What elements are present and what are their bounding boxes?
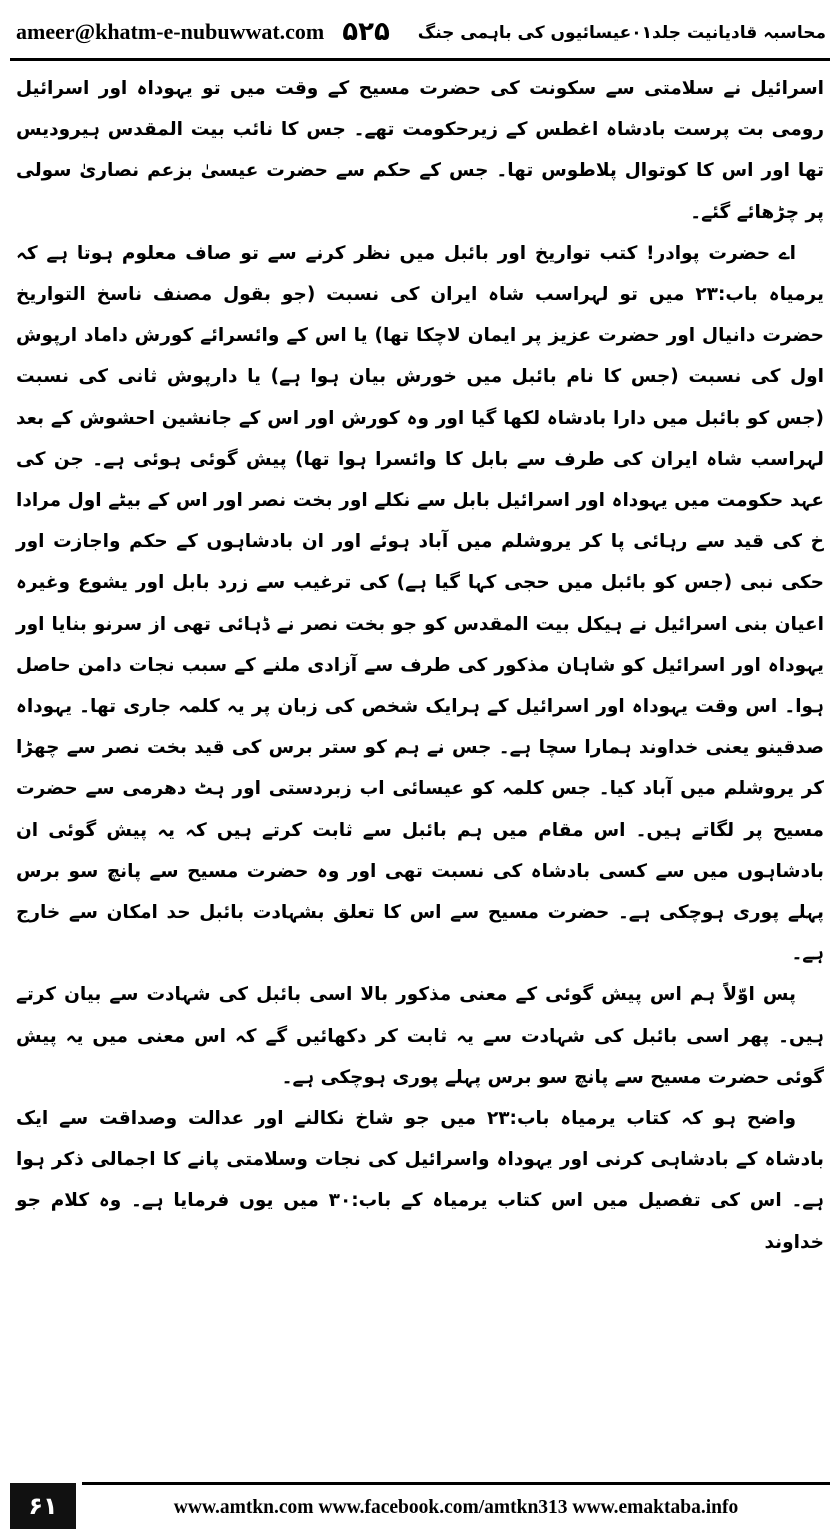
- paragraph: اے حضرت پوادر! کتب تواریخ اور بائبل میں نظر کرنے سے تو صاف معلوم ہوتا ہے کہ یرمیاہ باب:۲۳ میں تو لہراسب شاہ ایران کی نسبت (جو بقول مصنف ناسخ التواریخ حضرت دانیال اور حضرت عزیز پر ایمان لاچکا تھا) یا اس کے وائسرائے کورش داماد ارپوش اول کی نسبت (جس کا نام بائبل میں خورش بیان ہوا ہے) یا دارپوش ثانی کی نسبت (جس کو بائبل میں دارا بادشاہ لکھا گیا اور وہ کورش اور اس کے جانشین احشوش کے بعد لہراسب شاہ ایران کی طرف سے بابل کا وائسرا ہوا تھا) پیش گوئی ہوئی ہے۔ جن کی عہد حکومت میں یہوداہ اور اسرائیل بابل سے نکلے اور بخت نصر اور اس کے بیٹے اول مرادا خ کی قید سے رہائی پا کر یروشلم میں آباد ہوئے اور ان بادشاہوں کے حکم واجازت اور حکی نبی (جس کو بائبل میں حجی کہا گیا ہے) کی ترغیب سے زرد بابل اور یشوع وغیرہ اعیان بنی اسرائیل نے ہیکل بیت المقدس کو جو بخت نصر نے ڈہائی تھی از سرنو بنایا اور یہوداہ اور اسرائیل کو شاہان مذکور کی طرف سے آزادی ملنے کے سبب نجات دامن حاصل ہوا۔ اس وقت یہوداہ اور اسرائیل کے ہرایک شخص کی زبان پر یہ کلمہ جاری تھا۔ یہوداہ صدقینو یعنی خداوند ہمارا سچا ہے۔ جس نے ہم کو ستر برس کی قید بخت نصر سے چھڑا کر یروشلم میں آباد کیا۔ جس کلمہ کو عیسائی اب زبردستی اور ہٹ دھرمی سے حضرت مسیح پر لگاتے ہیں۔ اس مقام میں ہم بائبل سے ثابت کرتے ہیں کہ یہ پیش گوئی ان بادشاہوں میں سے کسی بادشاہ کی نسبت تھی اور وہ حضرت مسیح سے پانچ سو برس پہلے پوری ہوچکی ہے۔ حضرت مسیح سے اس کا تعلق بشہادت بائبل حد امکان سے خارج ہے۔: [16, 242, 824, 965]
- page-header: [10, 8, 830, 56]
- header-rule: [10, 58, 830, 61]
- header-email: ameer@khatm-e-nubuwwat.com: [16, 19, 325, 44]
- header-page-number: ۵۲۵: [342, 17, 390, 47]
- footer-page-number: ۶۱: [10, 1483, 76, 1529]
- paragraph: اسرائیل نے سلامتی سے سکونت کی حضرت مسیح کے وقت میں تو یہوداہ اور اسرائیل رومی بت پرست بادشاہ اغطس کے زیرحکومت تھے۔ جس کا نائب بیت المقدس ہیرودیس تھا اور اس کا کوتوال پلاطوس تھا۔ جس کے حکم سے حضرت عیسیٰ بزعم نصاریٰ سولی پر چڑھائے گئے۔: [16, 78, 824, 223]
- paragraph: پس اوّلاً ہم اس پیش گوئی کے معنی مذکور بالا اسی بائبل کی شہادت سے بیان کرتے ہیں۔ پھر اسی بائبل کی شہادت سے یہ ثابت کر دکھائیں گے کہ اس معنی میں یہ پیش گوئی حضرت مسیح سے پانچ سو برس پہلے پوری ہوچکی ہے۔: [16, 984, 824, 1088]
- header-title: محاسبہ قادیانیت جلد۰۱عیسائیوں کی باہمی جنگ: [417, 22, 826, 43]
- page-body: [16, 68, 824, 1263]
- paragraph: واضح ہو کہ کتاب یرمیاہ باب:۲۳ میں جو شاخ نکالنے اور عدالت وصداقت سے ایک بادشاہ کے بادشاہی کرنی اور یہوداہ واسرائیل کی نجات وسلامتی پانے کا اجمالی ذکر ہوا ہے۔ اس کی تفصیل میں اس کتاب یرمیاہ کے باب:۳۰ میں یوں فرمایا ہے۔ وہ کلام جو خداوند: [16, 1108, 824, 1253]
- footer-websites: www.amtkn.com www.facebook.com/amtkn313 www.emaktaba.info: [82, 1482, 830, 1531]
- page-footer: [10, 1480, 830, 1532]
